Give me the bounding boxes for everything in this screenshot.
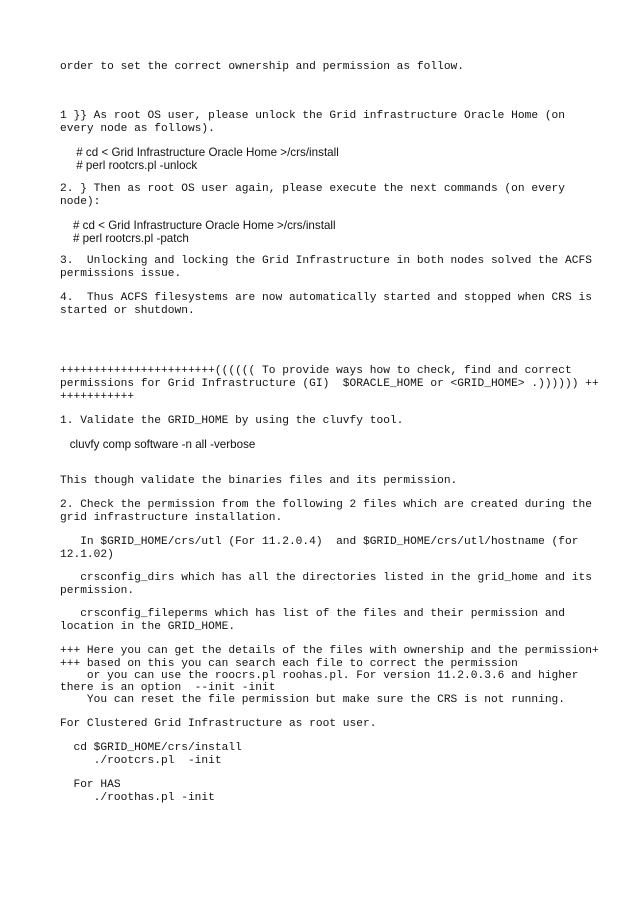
command-line: cd $GRID_HOME/crs/install xyxy=(60,742,242,754)
command-line: # perl rootcrs.pl -patch xyxy=(60,232,189,245)
text-line: In $GRID_HOME/crs/utl (For 11.2.0.4) and $GRID_HOME/crs/utl/hostname (for xyxy=(60,536,579,548)
command-line: # perl rootcrs.pl -unlock xyxy=(60,159,198,172)
command-line: ./rootcrs.pl -init xyxy=(60,755,222,767)
text-line: For Clustered Grid Infrastructure as root user. xyxy=(60,718,377,730)
section-heading: +++++++++++ xyxy=(60,391,135,403)
step-2-line: 2. } Then as root OS user again, please execute the next commands (on every xyxy=(60,183,566,195)
text-line: or you can use the roocrs.pl roohas.pl. For version 11.2.0.3.6 and higher xyxy=(60,670,579,682)
text-line: node): xyxy=(60,196,101,208)
text-line: crsconfig_dirs which has all the directories listed in the grid_home and its xyxy=(60,572,592,584)
text-line: This though validate the binaries files and its permission. xyxy=(60,475,458,487)
section-heading: permissions for Grid Infrastructure (GI) $ORACLE_HOME or <GRID_HOME> .)))))) ++ xyxy=(60,378,599,390)
text-line: permissions issue. xyxy=(60,268,182,280)
command-line: ./roothas.pl -init xyxy=(60,792,215,804)
command-line: # cd < Grid Infrastructure Oracle Home >/crs/install xyxy=(60,146,339,159)
item-1-line: 1. Validate the GRID_HOME by using the cluvfy tool. xyxy=(60,415,404,427)
step-1-line: 1 }} As root OS user, please unlock the Grid infrastructure Oracle Home (on xyxy=(60,110,566,122)
step-4-line: 4. Thus ACFS filesystems are now automatically started and stopped when CRS is xyxy=(60,292,592,304)
text-line: there is an option --init -init xyxy=(60,682,276,694)
section-heading: +++++++++++++++++++++++(((((( To provide ways how to check, find and correct xyxy=(60,365,572,377)
text-line: +++ Here you can get the details of the files with ownership and the permission+ xyxy=(60,645,599,657)
text-line: 12.1.02) xyxy=(60,549,114,561)
text-line: crsconfig_fileperms which has list of the files and their permission and xyxy=(60,608,566,620)
text-line: started or shutdown. xyxy=(60,305,195,317)
command-line: # cd < Grid Infrastructure Oracle Home >/crs/install xyxy=(60,219,336,232)
text-line: For HAS xyxy=(60,779,121,791)
text-line: order to set the correct ownership and permission as follow. xyxy=(60,61,465,73)
text-line: every node as follows). xyxy=(60,123,215,135)
text-line: permission. xyxy=(60,585,135,597)
item-2-line: 2. Check the permission from the following 2 files which are created during the xyxy=(60,499,592,511)
step-3-line: 3. Unlocking and locking the Grid Infrastructure in both nodes solved the ACFS xyxy=(60,255,592,267)
command-line: cluvfy comp software -n all -verbose xyxy=(60,438,256,451)
text-line: +++ based on this you can search each file to correct the permission xyxy=(60,658,518,670)
text-line: grid infrastructure installation. xyxy=(60,512,283,524)
text-line: You can reset the file permission but make sure the CRS is not running. xyxy=(60,694,566,706)
text-line: location in the GRID_HOME. xyxy=(60,621,236,633)
